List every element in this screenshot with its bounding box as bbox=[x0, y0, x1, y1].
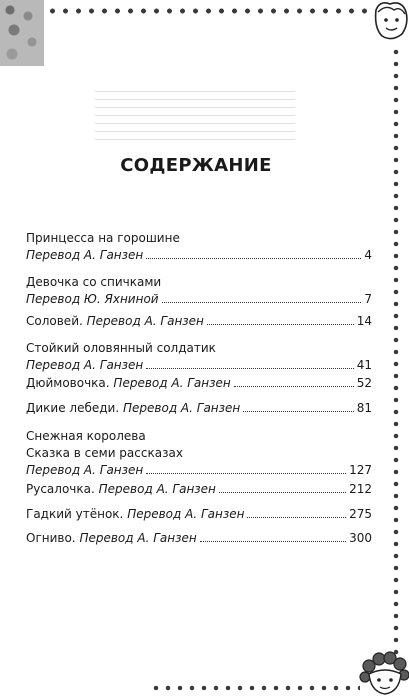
toc-entry bbox=[26, 428, 372, 479]
top-dotted-border bbox=[46, 6, 372, 16]
dot-leader bbox=[146, 257, 361, 259]
entry-translator: Перевод А. Ганзен bbox=[26, 463, 144, 477]
entry-translator: Перевод А. Ганзен bbox=[127, 507, 245, 521]
entry-title: Снежная королева bbox=[26, 429, 146, 443]
bottom-dotted-border bbox=[150, 683, 360, 693]
toc-entry bbox=[26, 274, 372, 308]
entry-page: 4 bbox=[364, 248, 372, 262]
entry-page: 14 bbox=[356, 314, 372, 328]
dot-leader bbox=[200, 540, 346, 542]
entry-title: Девочка со спичками bbox=[26, 275, 162, 289]
toc-entry bbox=[26, 313, 372, 330]
entry-translator: Перевод А. Ганзен bbox=[86, 314, 204, 328]
toc-entry bbox=[26, 230, 372, 264]
entry-title: Русалочка. bbox=[26, 482, 95, 496]
right-dotted-border bbox=[391, 46, 401, 658]
entry-page: 52 bbox=[356, 376, 372, 390]
entry-translator: Перевод Ю. Яхниной bbox=[26, 292, 159, 306]
entry-title: Принцесса на горошине bbox=[26, 231, 180, 245]
entry-page: 275 bbox=[349, 507, 372, 521]
dot-leader bbox=[234, 385, 354, 387]
toc-entry bbox=[26, 340, 372, 374]
entry-translator: Перевод А. Ганзен bbox=[98, 482, 216, 496]
entry-page: 7 bbox=[364, 292, 372, 306]
dot-leader bbox=[219, 491, 346, 493]
toc-entry bbox=[26, 400, 372, 417]
dot-leader bbox=[162, 301, 362, 303]
show-through-text bbox=[95, 90, 295, 140]
entry-translator: Перевод А. Ганзен bbox=[26, 248, 144, 262]
entry-page: 212 bbox=[349, 482, 372, 496]
entry-title: Стойкий оловянный солдатик bbox=[26, 341, 216, 355]
entry-title: Соловей. bbox=[26, 314, 83, 328]
entry-translator: Перевод А. Ганзен bbox=[123, 401, 241, 415]
entry-page: 41 bbox=[356, 358, 372, 372]
dot-leader bbox=[207, 323, 354, 325]
entry-page: 300 bbox=[349, 531, 372, 545]
toc-entry bbox=[26, 530, 372, 547]
toc-entry bbox=[26, 506, 372, 523]
dot-leader bbox=[146, 367, 353, 369]
corner-pattern bbox=[0, 0, 44, 66]
toc-entry bbox=[26, 481, 372, 498]
curly-hair-face-icon bbox=[357, 648, 409, 699]
entry-subtitle: Сказка в семи рассказах bbox=[26, 446, 183, 460]
dot-leader bbox=[243, 410, 353, 412]
entry-page: 127 bbox=[349, 463, 372, 477]
entry-page: 81 bbox=[356, 401, 372, 415]
toc-entry bbox=[26, 375, 372, 392]
dot-leader bbox=[247, 516, 346, 518]
page-title: СОДЕРЖАНИЕ bbox=[120, 155, 272, 176]
girl-face-icon bbox=[372, 0, 409, 44]
dot-leader bbox=[146, 472, 346, 474]
entry-translator: Перевод А. Ганзен bbox=[113, 376, 231, 390]
entry-translator: Перевод А. Ганзен bbox=[26, 358, 144, 372]
entry-title: Огниво. bbox=[26, 531, 76, 545]
entry-title: Гадкий утёнок. bbox=[26, 507, 124, 521]
entry-title: Дикие лебеди. bbox=[26, 401, 120, 415]
entry-title: Дюймовочка. bbox=[26, 376, 110, 390]
entry-translator: Перевод А. Ганзен bbox=[79, 531, 197, 545]
